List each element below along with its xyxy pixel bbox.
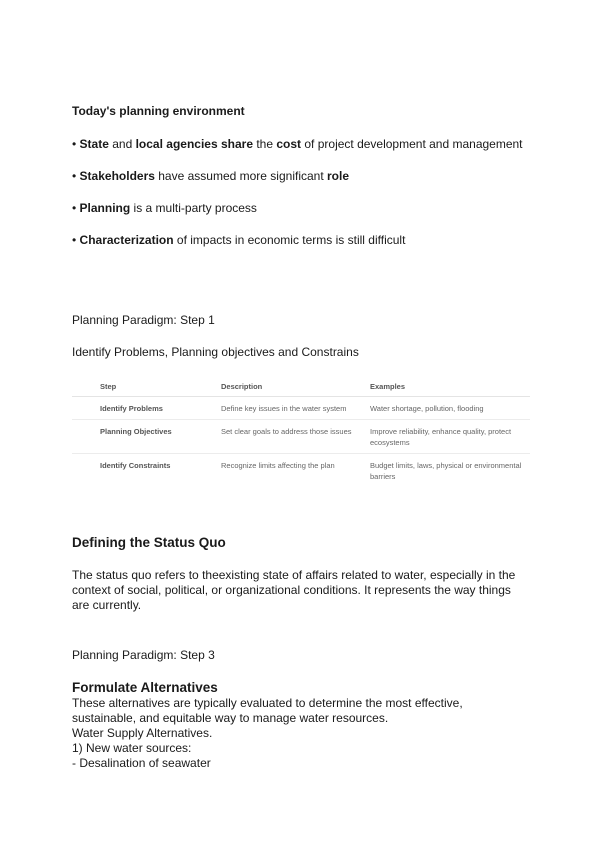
bullet-text: have assumed more significant <box>154 169 328 183</box>
paragraph-line: sustainable, and equitable way to manage water resources. <box>72 711 389 725</box>
table-row <box>72 454 530 488</box>
table-cell-examples: Water shortage, pollution, flooding <box>370 397 530 420</box>
step3-label: Planning Paradigm: Step 3 <box>72 648 215 662</box>
bullet-text: of impacts in economic terms is still difficult <box>173 233 406 247</box>
paragraph-line: - Desalination of seawater <box>72 756 211 770</box>
paragraph-line: are currently. <box>72 598 142 612</box>
alternatives-heading: Formulate Alternatives <box>72 680 218 695</box>
bullet-marker: • <box>72 137 77 151</box>
bullet-item <box>72 233 405 248</box>
bullet-marker: • <box>72 169 77 183</box>
table-header-description: Description <box>221 376 370 397</box>
table-cell-step: Planning Objectives <box>72 420 221 454</box>
bullet-text: is a multi-party process <box>130 201 257 215</box>
table-cell-description: Define key issues in the water system <box>221 397 370 420</box>
bullet-bold-text: Characterization <box>79 233 174 247</box>
bullet-bold-text: Stakeholders <box>79 169 155 183</box>
table-cell-description: Recognize limits affecting the plan <box>221 461 335 470</box>
table-row <box>72 420 530 454</box>
paragraph-line: The status quo refers to theexisting state of affairs related to water, especially in the <box>72 568 516 582</box>
bullet-item <box>72 169 349 184</box>
table-row <box>72 397 530 420</box>
table-cell-examples: Budget limits, laws, physical or environmental barriers <box>370 461 522 481</box>
paragraph-line: 1) New water sources: <box>72 741 192 755</box>
alternatives-paragraph <box>72 696 542 771</box>
bullet-item <box>72 137 523 152</box>
table-header-examples: Examples <box>370 376 530 397</box>
bullet-text: and <box>108 137 136 151</box>
bullet-bold-text: State <box>79 137 109 151</box>
bullet-bold-text: cost <box>276 137 302 151</box>
status-quo-heading: Defining the Status Quo <box>72 535 226 550</box>
table-cell-step: Identify Problems <box>72 397 221 420</box>
table-header-step: Step <box>72 376 221 397</box>
paragraph-line: Water Supply Alternatives. <box>72 726 213 740</box>
bullet-text: of project development and management <box>301 137 523 151</box>
table-cell-description: Set clear goals to address those issues <box>221 420 370 454</box>
bullet-bold-text: Planning <box>79 201 131 215</box>
bullet-bold-text: local agencies share <box>135 137 253 151</box>
table-cell-examples: Improve reliability, enhance quality, protect ecosystems <box>370 420 530 454</box>
paragraph-line: context of social, political, or organizational conditions. It represents the way things <box>72 583 511 597</box>
bullet-item <box>72 201 257 216</box>
bullet-bold-text: role <box>327 169 350 183</box>
paragraph-line: These alternatives are typically evaluated to determine the most effective, <box>72 696 463 710</box>
status-quo-paragraph <box>72 568 542 613</box>
section-title: Today's planning environment <box>72 104 245 118</box>
bullet-marker: • <box>72 201 77 215</box>
planning-table <box>72 376 530 487</box>
bullet-text: the <box>253 137 277 151</box>
bullet-marker: • <box>72 233 77 247</box>
table-header-row <box>72 376 530 397</box>
table-cell-step: Identify Constraints <box>100 461 171 470</box>
step1-subtitle: Identify Problems, Planning objectives and Constrains <box>72 345 359 359</box>
step1-label: Planning Paradigm: Step 1 <box>72 313 215 327</box>
